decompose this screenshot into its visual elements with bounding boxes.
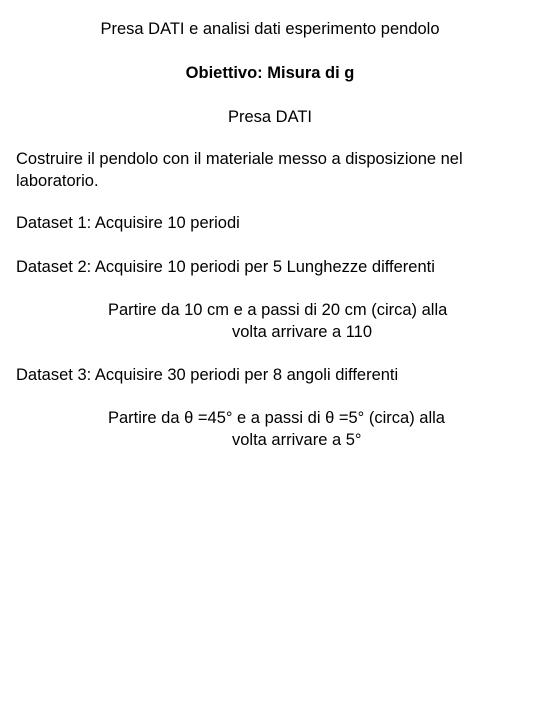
dataset2-item: Dataset 2: Acquisire 10 periodi per 5 Lunghezze differenti [16,258,435,276]
dataset3-detail-line1: Partire da θ =45° e a passi di θ =5° (circa) alla [108,409,445,427]
dataset1-item: Dataset 1: Acquisire 10 periodi [16,214,240,232]
dataset3-item: Dataset 3: Acquisire 30 periodi per 8 angoli differenti [16,366,399,384]
section-heading: Presa DATI [227,108,313,126]
document-title: Presa DATI e analisi dati esperimento pendolo [100,20,440,38]
objective-heading: Obiettivo: Misura di g [185,64,355,82]
intro-paragraph: Costruire il pendolo con il materiale messo a disposizione nel laboratorio. [16,150,463,190]
dataset2-detail-line2: volta arrivare a 110 [232,323,373,341]
dataset3-detail [108,407,508,451]
dataset3-detail-line2: volta arrivare a 5° [232,431,362,449]
dataset2-detail-line1: Partire da 10 cm e a passi di 20 cm (circa) alla [108,301,448,319]
dataset2-detail [108,299,508,343]
